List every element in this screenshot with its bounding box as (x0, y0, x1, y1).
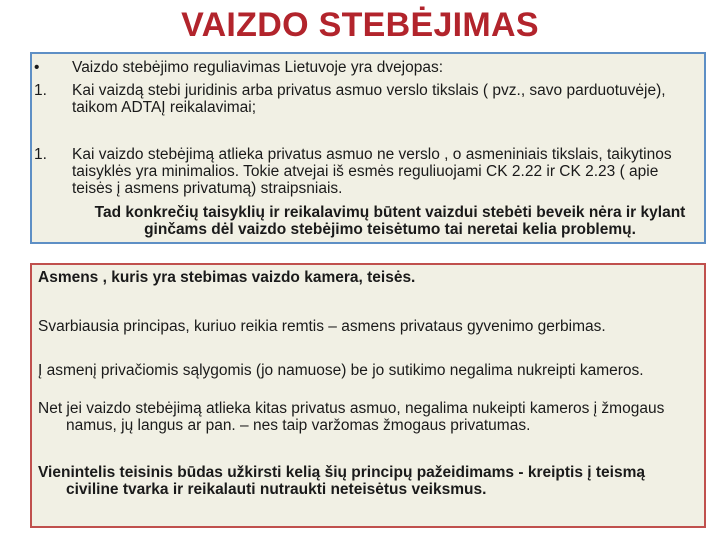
bullet-marker: • (34, 59, 40, 76)
privacy-paragraph-2: Net jei vaizdo stebėjimą atlieka kitas privatus asmuo, negalima nukeipti kameros į žmogaus namus, jų langus ar pan. – nes taip varžomas žmogaus privatumas. (38, 400, 665, 434)
list-marker-2: 1. (34, 146, 47, 163)
list-text-1: Kai vaizdą stebi juridinis arba privatus asmuo verslo tikslais ( pvz., savo parduotuvėje), taikom ADTAĮ reikalavimai; (72, 82, 666, 116)
legal-remedy: Vienintelis teisinis būdas užkirsti kelią šių principų pažeidimams - kreiptis į teismą civiline tvarka ir reikalauti nutraukti neteisėtus veiksmus. (38, 464, 645, 498)
list-text-2: Kai vaizdo stebėjimą atlieka privatus asmuo ne verslo , o asmeniniais tikslais, taikytinos taisyklės yra minimalios. Tokie atvejai iš esmės reguliuojami CK 2.22 ir CK 2.23 ( apie teisės į asmens privatumą) straipsniais. (72, 146, 672, 197)
privacy-paragraph-1: Į asmenį privačiomis sąlygomis (jo namuose) be jo sutikimo negalima nukreipti kameros. (38, 362, 644, 379)
bullet-text: Vaizdo stebėjimo reguliavimas Lietuvoje yra dvejopas: (72, 59, 444, 76)
rights-box (30, 263, 706, 528)
regulation-conclusion: Tad konkrečių taisyklių ir reikalavimų būtent vaizdui stebėti beveik nėra ir kylant ginčams dėl vaizdo stebėjimo teisėtumo tai neretai kelia problemų. (94, 204, 686, 238)
regulation-box (30, 52, 706, 244)
page-title: VAIZDO STEBĖJIMAS (181, 6, 539, 44)
rights-heading: Asmens , kuris yra stebimas vaizdo kamera, teisės. (38, 269, 416, 286)
main-principle: Svarbiausia principas, kuriuo reikia remtis – asmens privataus gyvenimo gerbimas. (38, 318, 606, 335)
list-marker-1: 1. (34, 82, 47, 99)
